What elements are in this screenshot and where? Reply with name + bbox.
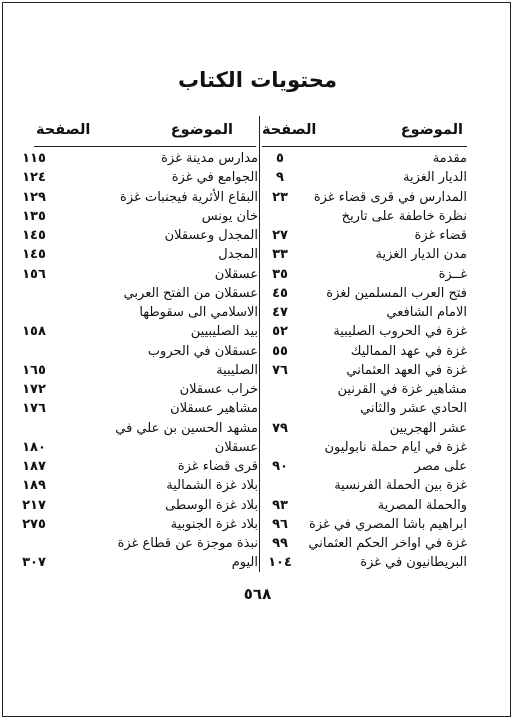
toc-page-number: ٧٩ xyxy=(272,420,288,436)
toc-topic: غزة في اواخر الحكم العثماني xyxy=(308,536,467,551)
toc-topic: عشر الهجريين xyxy=(389,420,467,436)
toc-row xyxy=(14,380,258,399)
toc-row xyxy=(14,265,258,284)
page-title: محتويات الكتاب xyxy=(178,68,337,92)
toc-row xyxy=(14,438,258,457)
toc-topic: مقدمة xyxy=(432,151,467,166)
toc-topic: نظرة خاطفة على تاريخ xyxy=(341,208,467,224)
left-topic-header: الموضوع xyxy=(170,122,233,138)
toc-row xyxy=(262,399,467,418)
toc-topic: الحادي عشر والثاني xyxy=(360,401,467,417)
toc-row xyxy=(262,438,467,457)
toc-row xyxy=(14,168,258,187)
toc-row xyxy=(14,149,258,168)
toc-page-number: ١١٥ xyxy=(22,151,46,166)
toc-page-number: ١٨٠ xyxy=(22,439,46,455)
toc-page-number: ٧٦ xyxy=(272,362,288,378)
toc-page-number: ٢٧ xyxy=(272,228,288,243)
toc-row xyxy=(14,303,258,322)
toc-row xyxy=(262,245,467,264)
toc-topic: مشهد الحسين بن علي في xyxy=(115,420,258,436)
toc-page-number: ١٥٦ xyxy=(22,266,46,282)
toc-row xyxy=(262,303,467,322)
toc-topic: اليوم xyxy=(231,555,258,571)
toc-topic: الصليبية xyxy=(216,362,258,378)
right-topic-header: الموضوع xyxy=(400,122,463,138)
toc-row xyxy=(14,361,258,380)
toc-topic: قرى قضاء غزة xyxy=(177,459,258,474)
toc-topic: البريطانيون في غزة xyxy=(360,555,467,571)
right-page-header: الصفحة xyxy=(262,122,317,138)
toc-row xyxy=(14,226,258,245)
toc-row xyxy=(14,322,258,341)
toc-row xyxy=(262,149,467,168)
toc-page-number: ٢٣ xyxy=(272,189,288,205)
toc-row xyxy=(14,207,258,226)
toc-page-number: ١٨٧ xyxy=(22,459,46,474)
toc-row xyxy=(14,399,258,418)
toc-topic: غزة في ايام حملة نابوليون xyxy=(324,439,467,455)
toc-row xyxy=(262,515,467,534)
toc-page-number: ٩٩ xyxy=(272,536,288,551)
toc-topic: عسقلان xyxy=(214,439,258,455)
toc-topic: عسقلان من الفتح العربي xyxy=(123,285,258,301)
toc-page-number: ١٧٦ xyxy=(22,401,46,417)
toc-topic: بلاد غزة الوسطى xyxy=(165,497,258,513)
toc-topic: بيد الصليبيين xyxy=(190,324,258,340)
toc-row xyxy=(262,188,467,207)
toc-row xyxy=(262,534,467,553)
toc-row xyxy=(262,419,467,438)
toc-row xyxy=(262,553,467,572)
toc-page-number: ١٧٢ xyxy=(22,382,46,397)
toc-page-number: ١٢٩ xyxy=(22,189,46,205)
toc-row xyxy=(14,476,258,495)
toc-page-number: ٥ xyxy=(276,151,284,166)
toc-topic: مشاهير غزة في القرنين xyxy=(337,382,467,397)
toc-row xyxy=(14,245,258,264)
toc-page-number: ٩٠ xyxy=(272,459,288,474)
toc-page-number: ٤٥ xyxy=(272,285,288,301)
toc-row xyxy=(262,168,467,187)
toc-page-number: ٥٢ xyxy=(272,324,288,340)
toc-topic: مدارس مدينة غزة xyxy=(161,151,258,166)
toc-row xyxy=(14,284,258,303)
toc-page-number: ١٤٥ xyxy=(22,228,46,243)
toc-topic: مدن الديار الغزية xyxy=(375,247,467,263)
toc-row xyxy=(14,496,258,515)
toc-row xyxy=(14,534,258,553)
toc-page-number: ٢٧٥ xyxy=(22,516,46,532)
toc-topic: البقاع الأثرية فيجنبات غزة xyxy=(120,189,258,205)
toc-topic: الديار الغزية xyxy=(403,170,467,186)
toc-topic: عسقلان في الحروب xyxy=(147,343,258,359)
toc-topic: الجوامع في غزة xyxy=(171,170,258,186)
toc-page-number: ٩٣ xyxy=(272,497,288,513)
toc-page-number: ٢١٧ xyxy=(22,497,46,513)
toc-topic: غزة في عهد المماليك xyxy=(350,343,467,359)
toc-row xyxy=(262,476,467,495)
column-divider xyxy=(259,116,260,572)
left-page-header: الصفحة xyxy=(36,122,91,138)
toc-row xyxy=(262,361,467,380)
toc-topic: عسقلان xyxy=(214,266,258,282)
toc-row xyxy=(14,515,258,534)
toc-topic: الامام الشافعي xyxy=(386,305,467,320)
toc-page-number: ٤٧ xyxy=(272,305,288,320)
toc-page-number: ١٢٤ xyxy=(22,170,46,186)
toc-topic: نبذة موجزة عن قطاع غزة xyxy=(117,536,258,551)
toc-row xyxy=(262,380,467,399)
toc-row xyxy=(262,207,467,226)
toc-topic: المدارس في قرى قضاء غزة xyxy=(313,189,467,205)
toc-row xyxy=(262,322,467,341)
toc-topic: غــزة xyxy=(438,266,467,282)
toc-page-number: ٣٣ xyxy=(272,247,288,263)
toc-row xyxy=(14,553,258,572)
right-header-rule xyxy=(262,146,467,147)
toc-page-number: ١٠٤ xyxy=(268,555,292,571)
toc-topic: غزة في الحروب الصليبية xyxy=(333,324,467,340)
toc-row xyxy=(262,265,467,284)
toc-page-number: ٣٥ xyxy=(272,266,288,282)
toc-page-number: ١٨٩ xyxy=(22,478,46,494)
toc-row xyxy=(14,419,258,438)
toc-topic: خراب عسقلان xyxy=(179,382,258,397)
toc-topic: بلاد غزة الشمالية xyxy=(166,478,258,494)
toc-topic: قضاء غزة xyxy=(414,228,467,243)
toc-row xyxy=(262,284,467,303)
toc-page-number: ٥٥ xyxy=(272,343,288,359)
toc-row xyxy=(262,496,467,515)
toc-page-number: ١٣٥ xyxy=(22,208,46,224)
toc-topic: والحملة المصرية xyxy=(377,497,467,513)
toc-topic: غزة بين الحملة الفرنسية xyxy=(334,478,467,494)
toc-topic: المجدل xyxy=(218,247,258,263)
toc-topic: على مصر xyxy=(414,459,467,474)
toc-row xyxy=(14,342,258,361)
toc-row xyxy=(262,226,467,245)
toc-row xyxy=(262,342,467,361)
toc-page-number: ٩ xyxy=(276,170,284,186)
page-number: ٥٦٨ xyxy=(243,585,272,603)
toc-page-number: ٩٦ xyxy=(272,516,288,532)
toc-topic: بلاد غزة الجنوبية xyxy=(170,516,258,532)
toc-topic: المجدل وعسقلان xyxy=(164,228,258,243)
toc-topic: الاسلامي الى سقوطها xyxy=(139,305,258,320)
toc-page-number: ٣٠٧ xyxy=(22,555,46,571)
toc-topic: ابراهيم باشا المصري في غزة xyxy=(309,516,467,532)
toc-topic: غزة في العهد العثماني xyxy=(346,362,467,378)
toc-row xyxy=(14,457,258,476)
toc-page-number: ١٤٥ xyxy=(22,247,46,263)
toc-topic: فتح العرب المسلمين لغزة xyxy=(326,285,467,301)
toc-topic: مشاهير عسقلان xyxy=(170,401,258,417)
toc-row xyxy=(14,188,258,207)
toc-row xyxy=(262,457,467,476)
toc-page-number: ١٦٥ xyxy=(22,362,46,378)
toc-page-number: ١٥٨ xyxy=(22,324,46,340)
left-header-rule xyxy=(34,146,256,147)
toc-topic: خان يونس xyxy=(201,208,258,224)
